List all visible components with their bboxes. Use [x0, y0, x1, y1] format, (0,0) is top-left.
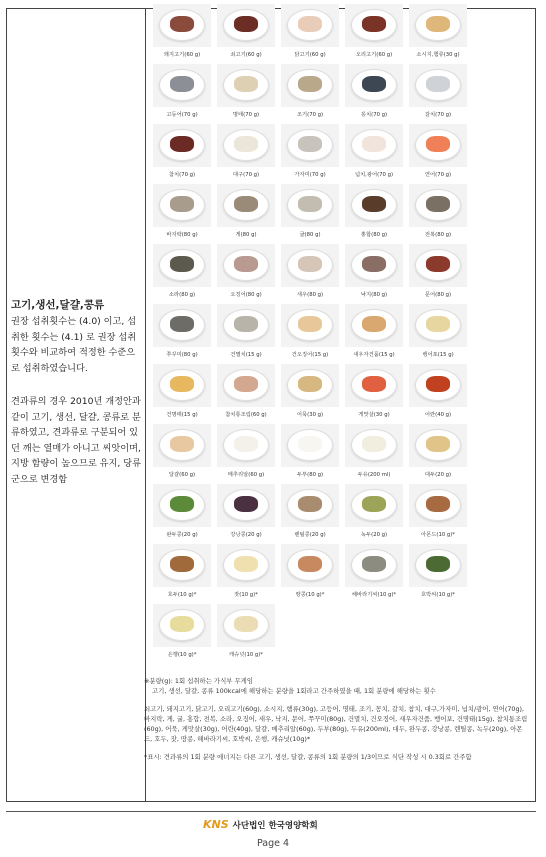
food-photo — [153, 244, 211, 287]
food-portion — [298, 316, 322, 332]
note-nuts: *표시: 견과류의 1회 분량 에너지는 다른 고기, 생선, 달걀, 콩류의 1회 분량의 1/3이므로 식단 작성 시 0.3회로 간주함 — [144, 753, 472, 761]
food-caption: 새우(80 g) — [296, 292, 324, 298]
food-caption: 건멸치(15 g) — [230, 352, 262, 358]
notes — [144, 676, 528, 762]
food-photo — [345, 544, 403, 587]
food-portion — [426, 136, 450, 152]
food-item — [150, 604, 214, 664]
food-item — [150, 364, 214, 424]
logo-mark: KNS — [203, 818, 229, 831]
food-portion — [426, 376, 450, 392]
food-photo — [281, 124, 339, 167]
food-portion — [298, 136, 322, 152]
note-portion: ※분량(g): 1회 섭취하는 가식부 무게임 — [144, 677, 253, 685]
food-item — [214, 364, 278, 424]
food-portion — [234, 376, 258, 392]
food-portion — [426, 76, 450, 92]
food-portion — [170, 16, 194, 32]
food-photo — [217, 4, 275, 47]
food-item — [342, 544, 406, 604]
food-photo — [409, 544, 467, 587]
food-item — [406, 424, 470, 484]
section-heading: 고기,생선,달걀,콩류 — [11, 299, 105, 311]
food-item — [150, 304, 214, 364]
food-photo — [409, 424, 467, 467]
food-item — [406, 184, 470, 244]
food-portion — [298, 376, 322, 392]
food-photo — [153, 604, 211, 647]
food-item — [342, 64, 406, 124]
food-photo — [281, 304, 339, 347]
food-photo — [217, 304, 275, 347]
food-caption: 넙치,광어(70 g) — [354, 172, 394, 178]
food-caption: 오리고기(60 g) — [355, 52, 393, 58]
food-photo — [153, 364, 211, 407]
food-photo — [217, 484, 275, 527]
food-photo — [345, 364, 403, 407]
food-item — [406, 544, 470, 604]
food-portion — [298, 256, 322, 272]
food-caption: 참치통조림(60 g) — [225, 412, 267, 418]
food-portion — [426, 436, 450, 452]
food-caption: 렌틸콩(20 g) — [294, 532, 326, 538]
food-portion — [426, 256, 450, 272]
food-item — [342, 184, 406, 244]
food-caption: 가자미(70 g) — [294, 172, 326, 178]
food-portion — [170, 316, 194, 332]
food-portion — [298, 16, 322, 32]
food-item — [406, 64, 470, 124]
food-caption: 대구(70 g) — [232, 172, 260, 178]
food-caption: 닭고기(60 g) — [294, 52, 326, 58]
food-caption: 참치(70 g) — [168, 172, 196, 178]
food-photo — [345, 484, 403, 527]
food-item — [278, 184, 342, 244]
food-photo — [409, 304, 467, 347]
food-item — [278, 64, 342, 124]
food-photo — [217, 64, 275, 107]
food-caption: 문어(80 g) — [424, 292, 452, 298]
food-caption: 소라(80 g) — [168, 292, 196, 298]
food-photo — [409, 184, 467, 227]
food-portion — [362, 316, 386, 332]
food-item — [406, 484, 470, 544]
food-caption: 두유(200 ml) — [357, 472, 391, 478]
food-portion — [170, 496, 194, 512]
food-caption: 호박씨(10 g)* — [421, 592, 455, 598]
food-caption: 명태(70 g) — [232, 112, 260, 118]
food-item — [150, 484, 214, 544]
food-photo — [409, 64, 467, 107]
food-caption: 갈치(70 g) — [424, 112, 452, 118]
food-caption: 아몬드(10 g)* — [421, 532, 455, 538]
food-caption: 게(80 g) — [235, 232, 257, 238]
food-portion — [426, 556, 450, 572]
food-item — [342, 424, 406, 484]
food-portion — [234, 196, 258, 212]
food-item — [278, 244, 342, 304]
page-number: Page 4 — [256, 838, 290, 849]
food-caption: 어묵(30 g) — [296, 412, 324, 418]
food-portion — [234, 556, 258, 572]
food-caption: 전복(80 g) — [424, 232, 452, 238]
food-portion — [298, 436, 322, 452]
food-portion — [170, 376, 194, 392]
food-portion — [362, 376, 386, 392]
food-item — [150, 184, 214, 244]
food-portion — [298, 556, 322, 572]
food-photo — [409, 364, 467, 407]
food-item — [406, 124, 470, 184]
food-portion — [234, 316, 258, 332]
food-caption: 건명태(15 g) — [166, 412, 198, 418]
food-photo — [153, 184, 211, 227]
food-photo — [153, 304, 211, 347]
food-caption: 낙지(80 g) — [360, 292, 388, 298]
food-item — [342, 304, 406, 364]
food-item — [342, 4, 406, 64]
food-item — [278, 424, 342, 484]
food-item — [214, 604, 278, 664]
food-photo — [409, 484, 467, 527]
nuts-note: 견과류의 경우 2010년 개정안과 같이 고기, 생선, 달걀, 콩류로 분류하였고, 견과류로 구분되어 있던 깨는 열매가 아니고 씨앗이며, 지방 함량이 높으므로 유지, 당류군으로 변경함 — [11, 396, 141, 485]
food-caption: 고등어(70 g) — [166, 112, 198, 118]
food-item — [150, 244, 214, 304]
food-grid — [150, 4, 470, 664]
food-caption: 어란(40 g) — [424, 412, 452, 418]
food-item — [214, 544, 278, 604]
food-portion — [234, 496, 258, 512]
food-item — [214, 124, 278, 184]
food-portion — [170, 136, 194, 152]
food-item — [406, 244, 470, 304]
food-portion — [234, 256, 258, 272]
food-photo — [217, 184, 275, 227]
food-caption: 메추리알(60 g) — [227, 472, 265, 478]
food-caption: 녹두(20 g) — [360, 532, 388, 538]
food-portion — [426, 496, 450, 512]
food-portion — [170, 616, 194, 632]
food-portion — [426, 16, 450, 32]
food-item — [342, 364, 406, 424]
food-portion — [298, 196, 322, 212]
food-caption: 소시지,햄류(30 g) — [416, 52, 460, 58]
food-portion — [234, 136, 258, 152]
food-photo — [281, 484, 339, 527]
food-photo — [153, 4, 211, 47]
food-photo — [281, 364, 339, 407]
food-item — [278, 484, 342, 544]
food-caption: 건오징어(15 g) — [291, 352, 329, 358]
food-photo — [409, 4, 467, 47]
food-caption: 해바라기씨(10 g)* — [351, 592, 397, 598]
food-item — [214, 304, 278, 364]
food-portion — [362, 256, 386, 272]
food-caption: 땅콩(10 g)* — [295, 592, 325, 598]
food-caption: 달걀(60 g) — [168, 472, 196, 478]
food-item — [150, 544, 214, 604]
food-caption: 바지락(80 g) — [166, 232, 198, 238]
food-portion — [170, 76, 194, 92]
food-photo — [345, 124, 403, 167]
food-caption: 오징어(80 g) — [230, 292, 262, 298]
food-item — [406, 364, 470, 424]
food-item — [406, 4, 470, 64]
food-item — [214, 4, 278, 64]
food-item — [150, 124, 214, 184]
food-photo — [345, 244, 403, 287]
food-item — [278, 124, 342, 184]
food-item — [150, 4, 214, 64]
food-photo — [217, 244, 275, 287]
food-caption: 뱅어포(15 g) — [422, 352, 454, 358]
food-item — [150, 64, 214, 124]
food-photo — [345, 64, 403, 107]
food-portion — [170, 556, 194, 572]
food-portion — [234, 436, 258, 452]
food-photo — [153, 484, 211, 527]
food-item — [278, 4, 342, 64]
food-photo — [281, 244, 339, 287]
food-portion — [362, 556, 386, 572]
food-photo — [409, 124, 467, 167]
food-photo — [217, 424, 275, 467]
intake-summary: 권장 섭취횟수는 (4.0) 이고, 섭취한 횟수는 (4.1) 로 권장 섭취횟수와 비교하여 적정한 수준으로 섭취하였습니다. — [11, 316, 137, 374]
food-item — [278, 364, 342, 424]
food-portion — [426, 196, 450, 212]
food-caption: 은행(10 g)* — [167, 652, 197, 658]
society-logo — [203, 818, 318, 831]
food-caption: 캐슈넛(10 g)* — [229, 652, 263, 658]
food-photo — [153, 424, 211, 467]
food-caption: 홍합(80 g) — [360, 232, 388, 238]
food-photo — [153, 124, 211, 167]
food-portion — [426, 316, 450, 332]
food-portion — [362, 76, 386, 92]
food-photo — [281, 184, 339, 227]
food-photo — [345, 304, 403, 347]
food-caption: 호두(10 g)* — [167, 592, 197, 598]
food-caption: 돼지고기(60 g) — [163, 52, 201, 58]
food-photo — [345, 184, 403, 227]
food-portion — [234, 16, 258, 32]
food-item — [342, 484, 406, 544]
food-caption: 꽁치(70 g) — [360, 112, 388, 118]
food-item — [278, 304, 342, 364]
food-caption: 두부(80 g) — [296, 472, 324, 478]
food-photo — [217, 364, 275, 407]
food-item — [342, 244, 406, 304]
food-portion — [362, 136, 386, 152]
left-column — [11, 297, 141, 487]
food-photo — [345, 4, 403, 47]
food-caption: 잣(10 g)* — [234, 592, 258, 598]
food-caption: 굴(80 g) — [299, 232, 321, 238]
food-caption: 새우자건품(15 g) — [353, 352, 395, 358]
food-item — [278, 544, 342, 604]
food-item — [342, 124, 406, 184]
food-portion — [362, 16, 386, 32]
food-item — [214, 184, 278, 244]
food-item — [406, 304, 470, 364]
food-caption: 쭈꾸미(80 g) — [166, 352, 198, 358]
food-portion — [234, 616, 258, 632]
org-name: 사단법인 한국영양학회 — [232, 820, 318, 831]
food-portion — [170, 256, 194, 272]
food-item — [214, 64, 278, 124]
food-item — [214, 424, 278, 484]
food-photo — [217, 124, 275, 167]
food-portion — [170, 436, 194, 452]
note-food-list: 쇠고기, 돼지고기, 닭고기, 오리고기(60g), 소시지, 햄류(30g), 고등어, 명태, 조기, 꽁치, 갈치, 참치, 대구,가자미, 넙치/광어, 연어(70g), 바지락, 게, 굴, 홍합, 전복, 소라, 오징어, 새우, 낙지, 문어, 쭈꾸미(80g), 건멸치, 건오징어, 새우자건품, 뱅어포, 건명태(15g), 참치통조림(60g), 어묵, 게맛살(30g), 어란(40g), 달걀, 메추리알(60g), 두부(80g), 두유(200ml), 대두, 완두콩, 강낭콩, 렌틸콩, 녹두(20g), 아몬드, 호두, 잣, 땅콩, 해바라기씨, 호박씨, 은행, 캐슈넛(10g)* — [144, 705, 528, 743]
food-caption: 완두콩(20 g) — [166, 532, 198, 538]
food-photo — [409, 244, 467, 287]
food-caption: 조기(70 g) — [296, 112, 324, 118]
food-caption: 게맛살(30 g) — [358, 412, 390, 418]
food-caption: 강낭콩(20 g) — [230, 532, 262, 538]
food-caption: 연어(70 g) — [424, 172, 452, 178]
food-portion — [362, 196, 386, 212]
food-portion — [298, 496, 322, 512]
food-caption: 대두(20 g) — [424, 472, 452, 478]
food-photo — [281, 64, 339, 107]
food-photo — [153, 64, 211, 107]
note-portion-detail: 고기, 생선, 달걀, 콩류 100kcal에 해당하는 분량을 1회라고 간주하였을 때, 1회 분량에 해당하는 횟수 — [152, 687, 436, 695]
food-photo — [281, 4, 339, 47]
food-caption: 쇠고기(60 g) — [230, 52, 262, 58]
food-portion — [234, 76, 258, 92]
food-photo — [217, 544, 275, 587]
food-photo — [281, 544, 339, 587]
food-photo — [281, 424, 339, 467]
food-portion — [170, 196, 194, 212]
food-photo — [345, 424, 403, 467]
food-portion — [298, 76, 322, 92]
footer-rule — [6, 811, 536, 812]
food-portion — [362, 496, 386, 512]
food-photo — [153, 544, 211, 587]
food-photo — [217, 604, 275, 647]
food-item — [150, 424, 214, 484]
food-item — [214, 244, 278, 304]
food-portion — [362, 436, 386, 452]
food-item — [214, 484, 278, 544]
